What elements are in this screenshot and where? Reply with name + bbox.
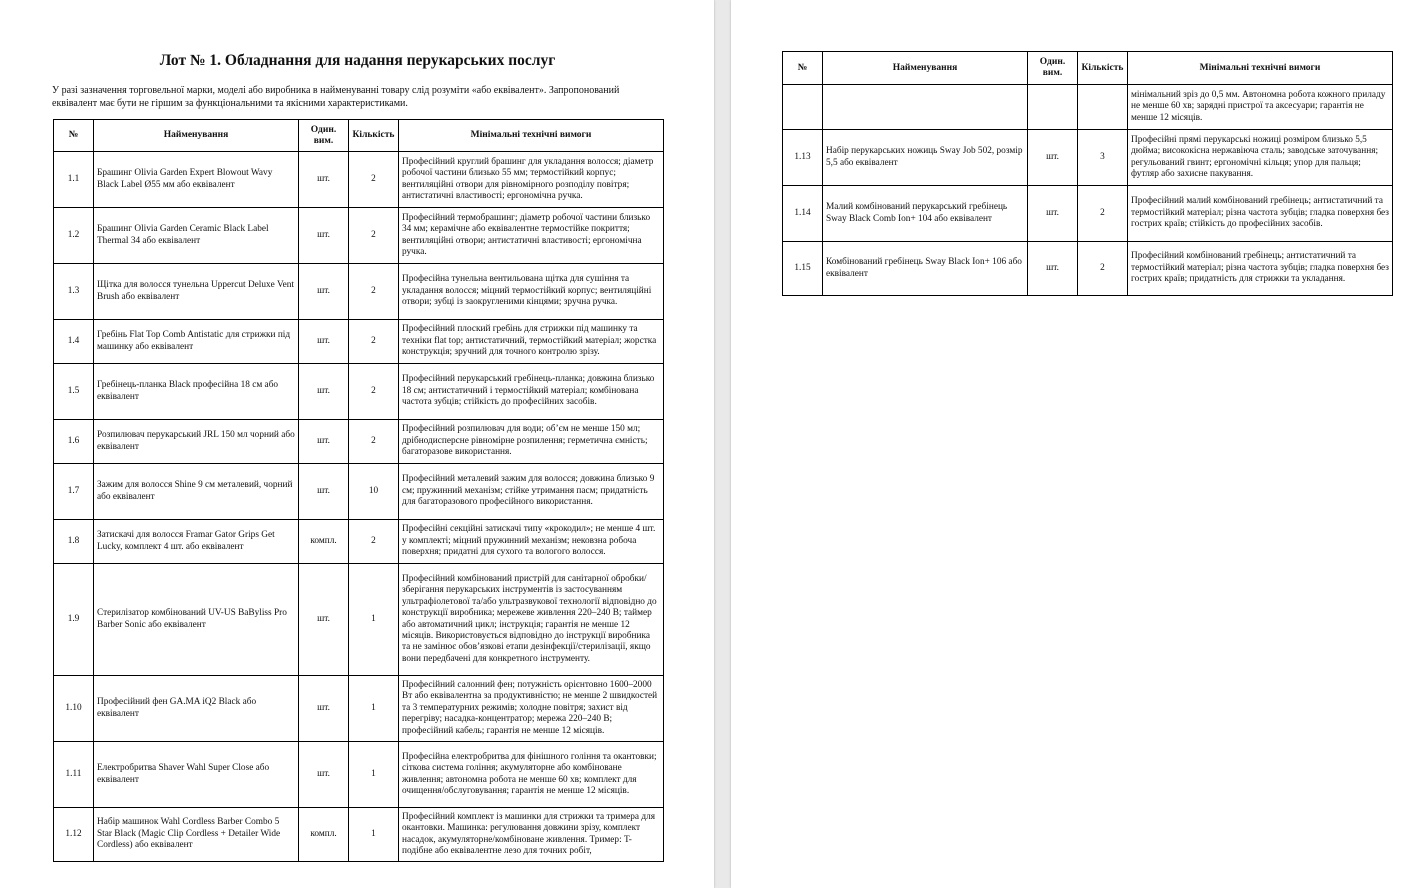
unit-of-measure: шт. bbox=[299, 208, 349, 264]
technical-requirements: мінімальний зріз до 0,5 мм. Автономна робота кожного приладу не менше 60 хв; зарядні пристрої та аксесуари; гарантія не менше 12 місяців. bbox=[1128, 85, 1393, 130]
row-number: 1.3 bbox=[54, 264, 94, 320]
table-header-row bbox=[783, 52, 1393, 85]
technical-requirements: Професійний комплект із машинки для стрижки та тримера для окантовки. Машинка: регулювання довжини зрізу, комплект насадок, акумуляторне/комбіноване живлення. Тример: T-подібне або еквівалентне лезо для точних робіт, bbox=[399, 808, 664, 862]
technical-requirements: Професійний плоский гребінь для стрижки під машинку та техніки flat top; антистатичний, термостійкий матеріал; жорстка конструкція; зручний для точного контролю зрізу. bbox=[399, 320, 664, 364]
row-number: 1.6 bbox=[54, 420, 94, 464]
unit-of-measure: шт. bbox=[1028, 130, 1078, 186]
page-title: Лот № 1. Обладнання для надання перукарських послуг bbox=[159, 52, 556, 69]
quantity: 3 bbox=[1078, 130, 1128, 186]
item-name: Зажим для волосся Shine 9 см металевий, чорний або еквівалент bbox=[94, 464, 299, 520]
item-name: Набір машинок Wahl Cordless Barber Combo 5 Star Black (Magic Clip Cordless + Detailer Wide Cordless) або еквівалент bbox=[94, 808, 299, 862]
table-row bbox=[54, 152, 664, 208]
table-row bbox=[54, 320, 664, 364]
item-name: Малий комбінований перукарський гребінець Sway Black Comb Ion+ 104 або еквівалент bbox=[823, 186, 1028, 242]
row-number: 1.14 bbox=[783, 186, 823, 242]
table-row bbox=[783, 242, 1393, 296]
row-number: 1.2 bbox=[54, 208, 94, 264]
table-body-2 bbox=[783, 85, 1393, 296]
item-name: Затискачі для волосся Framar Gator Grips Get Lucky, комплект 4 шт. або еквівалент bbox=[94, 520, 299, 564]
technical-requirements: Професійна електробритва для фінішного гоління та окантовки; сіткова система гоління; акумуляторне або комбіноване живлення; автономна робота не менше 60 хв; комплект для очищення/обслуговування; гарантія не менше 12 місяців. bbox=[399, 742, 664, 808]
table-row bbox=[54, 808, 664, 862]
item-name: Брашинг Olivia Garden Expert Blowout Wavy Black Label Ø55 мм або еквівалент bbox=[94, 152, 299, 208]
item-name: Професійний фен GA.MA iQ2 Black або еквівалент bbox=[94, 676, 299, 742]
quantity: 1 bbox=[349, 742, 399, 808]
row-number: 1.8 bbox=[54, 520, 94, 564]
header-unit: Один. вим. bbox=[1028, 52, 1078, 85]
quantity bbox=[1078, 85, 1128, 130]
technical-requirements: Професійні секційні затискачі типу «крокодил»; не менше 4 шт. у комплекті; міцний пружинний механізм; нековзна робоча поверхня; придатні для сухого та вологого волосся. bbox=[399, 520, 664, 564]
header-num: № bbox=[783, 52, 823, 85]
row-number: 1.5 bbox=[54, 364, 94, 420]
unit-of-measure bbox=[1028, 85, 1078, 130]
header-num: № bbox=[54, 120, 94, 152]
quantity: 1 bbox=[349, 676, 399, 742]
intro-paragraph: У разі зазначення торговельної марки, моделі або виробника в найменуванні товару слід розуміти «або еквівалент». Запропонований еквівалент має бути не гіршим за функціональними та якісними характеристиками. bbox=[52, 85, 620, 109]
row-number: 1.1 bbox=[54, 152, 94, 208]
item-name: Набір перукарських ножиць Sway Job 502, розмір 5,5 або еквівалент bbox=[823, 130, 1028, 186]
spec-table-1 bbox=[53, 119, 664, 862]
unit-of-measure: компл. bbox=[299, 808, 349, 862]
technical-requirements: Професійний круглий брашинг для укладання волосся; діаметр робочої частини близько 55 мм; термостійкий корпус; вентиляційні отвори для рівномірного розподілу повітря; антистатичні властивості; ергономічна ручка. bbox=[399, 152, 664, 208]
header-unit: Один. вим. bbox=[299, 120, 349, 152]
technical-requirements: Професійний комбінований пристрій для санітарної обробки/зберігання перукарських інструментів із застосуванням ультрафіолетової та/або ультразвукової технології відповідно до конструкції виробника; мережеве живлення 220–240 В; таймер або автоматичний цикл; інструкція; гарантія не менше 12 місяців. Використовується відповідно до інструкції виробника та не замінює обов’язкові етапи дезінфекції/стерилізації, якщо вони передбачені для конкретного інструменту. bbox=[399, 564, 664, 676]
quantity: 1 bbox=[349, 808, 399, 862]
item-name: Гребінець-планка Black професійна 18 см або еквівалент bbox=[94, 364, 299, 420]
table-row bbox=[54, 264, 664, 320]
unit-of-measure: шт. bbox=[299, 676, 349, 742]
row-number: 1.12 bbox=[54, 808, 94, 862]
table-row bbox=[54, 520, 664, 564]
technical-requirements: Професійний комбінований гребінець; антистатичний та термостійкий матеріал; різна частота зубців; гладка поверхня без гострих країв; придатність для стрижки та укладання. bbox=[1128, 242, 1393, 296]
technical-requirements: Професійний розпилювач для води; об’єм не менше 150 мл; дрібнодисперсне рівномірне розпилення; герметична ємність; багаторазове використання. bbox=[399, 420, 664, 464]
row-number: 1.7 bbox=[54, 464, 94, 520]
row-number: 1.10 bbox=[54, 676, 94, 742]
unit-of-measure: шт. bbox=[299, 464, 349, 520]
header-qty: Кількість bbox=[349, 120, 399, 152]
table-row bbox=[54, 464, 664, 520]
table-body-1 bbox=[54, 152, 664, 862]
unit-of-measure: шт. bbox=[299, 742, 349, 808]
table-row bbox=[54, 676, 664, 742]
table-header-row bbox=[54, 120, 664, 152]
table-row bbox=[54, 742, 664, 808]
technical-requirements: Професійний перукарський гребінець-планка; довжина близько 18 см; антистатичний і термостійкий матеріал; комбінована частота зубців; стійкість до професійних засобів. bbox=[399, 364, 664, 420]
spec-table-2 bbox=[782, 51, 1393, 296]
table-row bbox=[783, 130, 1393, 186]
quantity: 2 bbox=[1078, 186, 1128, 242]
header-qty: Кількість bbox=[1078, 52, 1128, 85]
quantity: 1 bbox=[349, 564, 399, 676]
row-number bbox=[783, 85, 823, 130]
table-row bbox=[54, 564, 664, 676]
document-page-2 bbox=[731, 0, 1418, 888]
unit-of-measure: шт. bbox=[299, 420, 349, 464]
row-number: 1.9 bbox=[54, 564, 94, 676]
unit-of-measure: шт. bbox=[299, 152, 349, 208]
technical-requirements: Професійний термобрашинг; діаметр робочої частини близько 34 мм; керамічне або еквівалентне термостійке покриття; вентиляційні отвори; антистатичні властивості; ергономічна ручка. bbox=[399, 208, 664, 264]
item-name: Щітка для волосся тунельна Uppercut Deluxe Vent Brush або еквівалент bbox=[94, 264, 299, 320]
item-name: Електробритва Shaver Wahl Super Close або еквівалент bbox=[94, 742, 299, 808]
header-req: Мінімальні технічні вимоги bbox=[1128, 52, 1393, 85]
table-row bbox=[783, 186, 1393, 242]
unit-of-measure: компл. bbox=[299, 520, 349, 564]
technical-requirements: Професійні прямі перукарські ножиці розміром близько 5,5 дюйма; висококісна нержавіюча сталь; заводське заточування; регульований гвинт; ергономічні кільця; упор для пальця; футляр або захисне пакування. bbox=[1128, 130, 1393, 186]
quantity: 2 bbox=[349, 264, 399, 320]
technical-requirements: Професійний металевий зажим для волосся; довжина близько 9 см; пружинний механізм; стійке утримання пасм; придатність для багаторазового професійного використання. bbox=[399, 464, 664, 520]
quantity: 2 bbox=[349, 520, 399, 564]
unit-of-measure: шт. bbox=[299, 564, 349, 676]
item-name: Брашинг Olivia Garden Ceramic Black Label Thermal 34 або еквівалент bbox=[94, 208, 299, 264]
technical-requirements: Професійний салонний фен; потужність орієнтовно 1600–2000 Вт або еквівалентна за продуктивністю; не менше 2 швидкостей та 3 температурних режимів; холодне повітря; захист від перегріву; насадка-концентратор; мережа 220–240 В; професійний кабель; гарантія не менше 12 місяців. bbox=[399, 676, 664, 742]
header-req: Мінімальні технічні вимоги bbox=[399, 120, 664, 152]
table-row bbox=[54, 364, 664, 420]
unit-of-measure: шт. bbox=[1028, 242, 1078, 296]
item-name: Гребінь Flat Top Comb Antistatic для стрижки під машинку або еквівалент bbox=[94, 320, 299, 364]
unit-of-measure: шт. bbox=[299, 264, 349, 320]
item-name bbox=[823, 85, 1028, 130]
quantity: 10 bbox=[349, 464, 399, 520]
quantity: 2 bbox=[349, 364, 399, 420]
item-name: Комбінований гребінець Sway Black Ion+ 106 або еквівалент bbox=[823, 242, 1028, 296]
row-number: 1.4 bbox=[54, 320, 94, 364]
header-name: Найменування bbox=[823, 52, 1028, 85]
row-number: 1.11 bbox=[54, 742, 94, 808]
header-name: Найменування bbox=[94, 120, 299, 152]
item-name: Стерилізатор комбінований UV-US BaByliss Pro Barber Sonic або еквівалент bbox=[94, 564, 299, 676]
technical-requirements: Професійний малий комбінований гребінець; антистатичний та термостійкий матеріал; різна частота зубців; гладка поверхня без гострих країв; стійкість до професійних засобів. bbox=[1128, 186, 1393, 242]
quantity: 2 bbox=[1078, 242, 1128, 296]
quantity: 2 bbox=[349, 420, 399, 464]
unit-of-measure: шт. bbox=[1028, 186, 1078, 242]
item-name: Розпилювач перукарський JRL 150 мл чорний або еквівалент bbox=[94, 420, 299, 464]
quantity: 2 bbox=[349, 320, 399, 364]
technical-requirements: Професійна тунельна вентильована щітка для сушіння та укладання волосся; міцний термостійкий корпус; вентиляційні отвори; зубці із заокругленими кінцями; зручна ручка. bbox=[399, 264, 664, 320]
quantity: 2 bbox=[349, 152, 399, 208]
row-number: 1.13 bbox=[783, 130, 823, 186]
quantity: 2 bbox=[349, 208, 399, 264]
unit-of-measure: шт. bbox=[299, 364, 349, 420]
table-row bbox=[783, 85, 1393, 130]
row-number: 1.15 bbox=[783, 242, 823, 296]
unit-of-measure: шт. bbox=[299, 320, 349, 364]
table-row bbox=[54, 208, 664, 264]
table-row bbox=[54, 420, 664, 464]
